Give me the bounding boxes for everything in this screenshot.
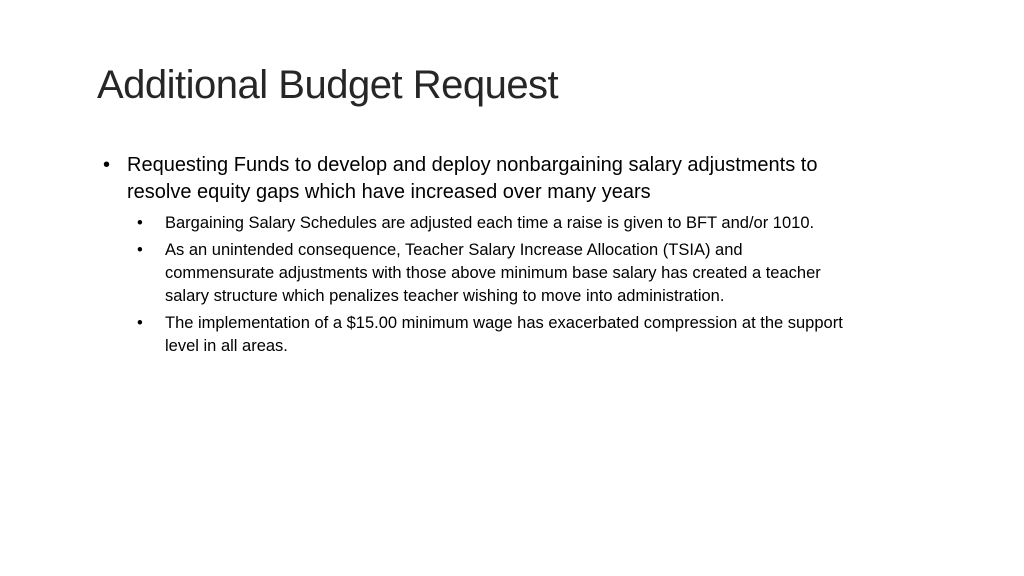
bullet-icon: • (103, 154, 111, 176)
sub-bullet-item (127, 239, 850, 308)
sub-bullet-text: Bargaining Salary Schedules are adjusted each time a raise is given to BFT and/or 1010. (165, 214, 815, 232)
sub-bullet-icon: • (137, 314, 143, 332)
slide-title: Additional Budget Request (97, 63, 559, 107)
sub-bullet-list (127, 212, 850, 358)
bullet-text: Requesting Funds to develop and deploy nonbargaining salary adjustments to resolve equity gaps which have increased over many years (127, 154, 818, 203)
sub-bullet-icon: • (137, 241, 143, 259)
sub-bullet-item (127, 312, 850, 358)
sub-bullet-item (127, 212, 850, 235)
sub-bullet-text: The implementation of a $15.00 minimum wage has exacerbated compression at the support level in all areas. (165, 314, 843, 355)
slide-content (105, 152, 850, 362)
bullet-item (105, 152, 850, 206)
sub-bullet-text: As an unintended consequence, Teacher Salary Increase Allocation (TSIA) and commensurate adjustments with those above minimum base salary has created a teacher salary structure which penalizes teacher wishing to move into administration. (165, 241, 821, 305)
sub-bullet-icon: • (137, 214, 143, 232)
